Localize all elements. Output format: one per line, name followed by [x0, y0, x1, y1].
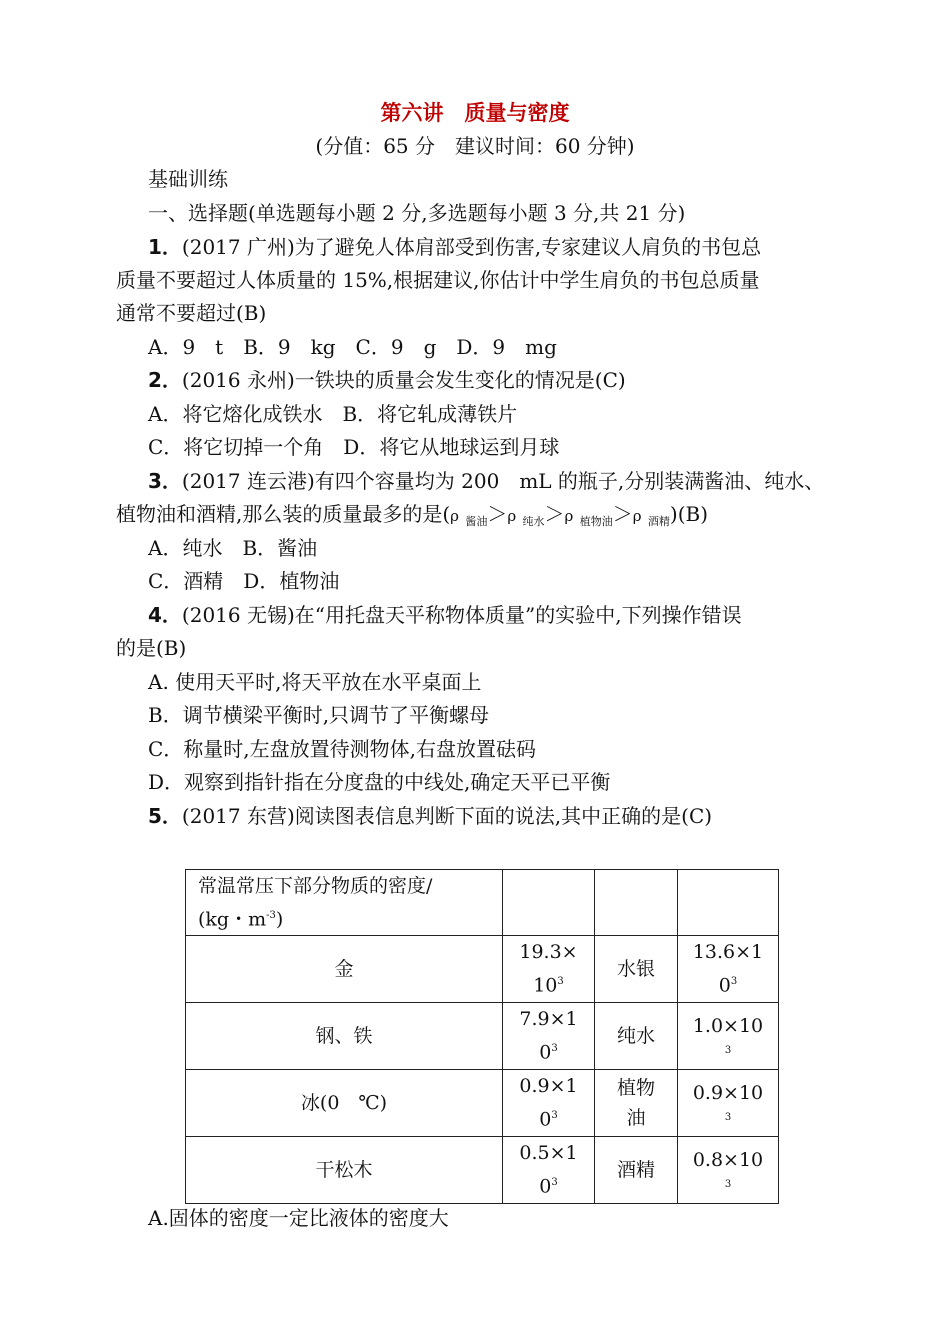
- value-cell: [678, 1003, 779, 1070]
- q1-options: A．9 t B．9 kg C．9 g D．9 mg: [148, 335, 557, 359]
- q4-line2: 的是(B): [116, 636, 187, 660]
- value-cell: [503, 1137, 595, 1204]
- material-line2: 油: [626, 1107, 646, 1129]
- q3-options-cd: C．酒精 D．植物油: [148, 569, 340, 593]
- material-cell: 钢、铁: [186, 1003, 503, 1070]
- rho-sub-oil: 植物油: [579, 515, 613, 528]
- value-digits: 0: [718, 974, 731, 997]
- q4-line1: [148, 602, 742, 628]
- value-line2: [503, 1034, 594, 1067]
- value-cell: [503, 1003, 595, 1070]
- rho-sub-alcohol: 酒精: [647, 515, 670, 528]
- q3-text1: (2017 连云港)有四个容量均为 200 mL 的瓶子,分别装满酱油、纯水、: [181, 469, 825, 493]
- q3-tail: )(B): [669, 502, 709, 526]
- gt-symbol: ＞: [612, 502, 633, 526]
- header-exponent: -3: [266, 909, 276, 921]
- q2-options-cd: C．将它切掉一个角 D．将它从地球运到月球: [148, 435, 560, 459]
- q1-line1: [148, 234, 761, 260]
- header-unit: (kg・m: [198, 908, 267, 931]
- value-digits: 0: [539, 1175, 552, 1198]
- table-row: [186, 1070, 779, 1137]
- value-exponent: 3: [730, 976, 738, 988]
- material-cell: 干松木: [186, 1137, 503, 1204]
- header-line2: [198, 901, 502, 934]
- value-line2: [503, 1101, 594, 1134]
- q1-text1: (2017 广州)为了避免人体肩部受到伤害,专家建议人肩负的书包总: [181, 235, 762, 259]
- q5-option-a: A.固体的密度一定比液体的密度大: [148, 1206, 449, 1230]
- header-close: ): [275, 908, 284, 931]
- material-cell: 酒精: [595, 1137, 678, 1204]
- rho-sub-soy: 酱油: [465, 515, 488, 528]
- table-header-cell: [186, 870, 503, 936]
- rho-symbol: ρ: [564, 507, 574, 525]
- material-cell: 纯水: [595, 1003, 678, 1070]
- q4-text1: (2016 无锡)在“用托盘天平称物体质量”的实验中,下列操作错误: [181, 603, 742, 627]
- q2-text1: (2016 永州)一铁块的质量会发生变化的情况是(C): [181, 368, 626, 392]
- value-line1: 0.8×10: [692, 1149, 764, 1171]
- rho-sub-water: 纯水: [522, 515, 545, 528]
- rho-symbol: ρ: [507, 507, 517, 525]
- density-table: [185, 869, 779, 1204]
- q3-options-ab: A．纯水 B．酱油: [148, 536, 318, 560]
- gt-symbol: ＞: [487, 502, 508, 526]
- table-empty-cell: [678, 870, 779, 936]
- value-cell: [678, 1070, 779, 1137]
- q5-number: 5．: [148, 804, 182, 828]
- part-heading: 一、选择题(单选题每小题 2 分,多选题每小题 3 分,共 21 分): [148, 201, 686, 225]
- header-line1: 常温常压下部分物质的密度/: [198, 874, 433, 897]
- q3-line1: [148, 468, 824, 494]
- table-row: [186, 1137, 779, 1204]
- value-cell: [503, 936, 595, 1003]
- value-cell: [678, 936, 779, 1003]
- value-line2: [503, 967, 594, 1000]
- q3-number: 3．: [148, 469, 182, 493]
- value-exponent: 3: [551, 1043, 558, 1055]
- value-exponent: 3: [551, 1110, 558, 1122]
- q1-number: 1．: [148, 235, 182, 259]
- value-exponent: 3: [724, 1179, 732, 1190]
- rho-symbol: ρ: [450, 507, 459, 525]
- q3-line2: [116, 501, 708, 531]
- page-title: 第六讲 质量与密度: [380, 101, 570, 125]
- value-line1: 13.6×1: [692, 941, 764, 964]
- value-line1: 0.9×1: [519, 1075, 578, 1098]
- value-line2: [503, 1168, 594, 1201]
- value-line2: [678, 967, 778, 1000]
- material-cell: [595, 1070, 678, 1137]
- q2-options-ab: A．将它熔化成铁水 B．将它轧成薄铁片: [148, 402, 518, 426]
- page-subtitle: (分值：65 分 建议时间：60 分钟): [315, 134, 635, 158]
- table-row: [186, 936, 779, 1003]
- value-exponent: 3: [724, 1045, 732, 1056]
- value-line1: 1.0×10: [692, 1015, 764, 1037]
- q1-line2: 质量不要超过人体质量的 15%,根据建议,你估计中学生肩负的书包总质量: [116, 268, 760, 292]
- material-cell: 冰(0 ℃): [186, 1070, 503, 1137]
- q1-line3: 通常不要超过(B): [116, 301, 267, 325]
- table-header-row: [186, 870, 779, 936]
- material-cell: 金: [186, 936, 503, 1003]
- value-digits: 0: [539, 1108, 552, 1131]
- q2-line1: [148, 367, 626, 393]
- section-heading: 基础训练: [148, 167, 228, 191]
- value-digits: 10: [533, 974, 558, 997]
- table-empty-cell: [503, 870, 595, 936]
- value-digits: 0: [539, 1041, 552, 1064]
- value-cell: [503, 1070, 595, 1137]
- value-exponent: 3: [724, 1112, 732, 1123]
- value-line1: 19.3×: [519, 941, 578, 964]
- value-line1: 0.9×10: [692, 1082, 764, 1104]
- q2-number: 2．: [148, 368, 182, 392]
- q4-number: 4．: [148, 603, 182, 627]
- value-exponent: 3: [557, 976, 564, 988]
- material-line1: 植物: [616, 1077, 655, 1099]
- value-exponent: 3: [551, 1177, 558, 1189]
- table-empty-cell: [595, 870, 678, 936]
- q5-line1: [148, 803, 712, 829]
- q3-text2: 植物油和酒精,那么装的质量最多的是(: [116, 502, 451, 526]
- q4-option-b: B．调节横梁平衡时,只调节了平衡螺母: [148, 703, 490, 727]
- q4-option-a: A. 使用天平时,将天平放在水平桌面上: [148, 670, 482, 694]
- table-row: [186, 1003, 779, 1070]
- value-line1: 7.9×1: [519, 1008, 578, 1031]
- q4-option-d: D．观察到指针指在分度盘的中线处,确定天平已平衡: [148, 770, 611, 794]
- gt-symbol: ＞: [544, 502, 565, 526]
- rho-symbol: ρ: [632, 507, 642, 525]
- material-cell: 水银: [595, 936, 678, 1003]
- q5-text1: (2017 东营)阅读图表信息判断下面的说法,其中正确的是(C): [181, 804, 713, 828]
- q4-option-c: C．称量时,左盘放置待测物体,右盘放置砝码: [148, 737, 537, 761]
- value-cell: [678, 1137, 779, 1204]
- value-line1: 0.5×1: [519, 1142, 578, 1165]
